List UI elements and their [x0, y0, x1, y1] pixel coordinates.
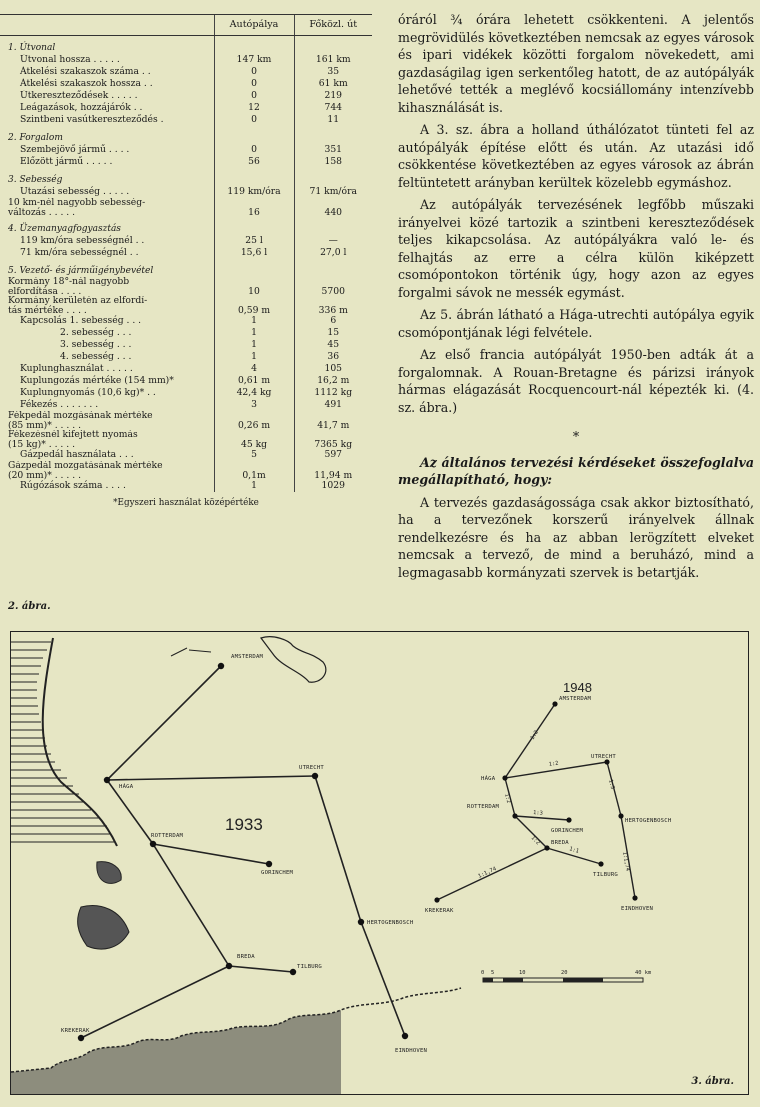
value-fokozl-ut: 16,2 m [294, 375, 372, 387]
row-label [0, 411, 214, 430]
value-fokozl-ut: 45 [294, 339, 372, 351]
label-1933-rotterdam: ROTTERDAM [151, 833, 184, 839]
labels-1933 [61, 654, 427, 1054]
value-fokozl-ut [294, 126, 372, 144]
node-1948-breda [544, 845, 549, 850]
label-1933-haga: HÁGA [119, 784, 134, 790]
node-1933-eindhoven [402, 1033, 408, 1039]
label-1933-tilburg: TILBURG [297, 964, 322, 970]
label-1933-hertogenbosch: HERTOGENBOSCH [367, 920, 414, 926]
table-section-row [0, 217, 372, 235]
row-label: Kapcsolás 1. sebesség . . . [20, 315, 142, 326]
ratio-rotterdam-gorinchem: 1:3 [532, 810, 544, 817]
table-row [0, 399, 372, 411]
label-1948-hertogenbosch: HERTOGENBOSCH [625, 818, 672, 824]
value-fokozl-ut [294, 259, 372, 277]
value-autopalya: 0 [214, 144, 294, 156]
table-row [0, 78, 372, 90]
value-autopalya: 25 l [214, 235, 294, 247]
network-1933 [81, 666, 405, 1038]
value-fokozl-ut [294, 168, 372, 186]
value-autopalya: 16 [214, 198, 294, 217]
row-label-line-1: Fékezésnél kifejtett nyomás [8, 430, 138, 440]
value-fokozl-ut: 27,0 l [294, 247, 372, 259]
road-1933-rotterdam-breda [153, 844, 229, 966]
value-fokozl-ut: 6 [294, 315, 372, 327]
table-row [0, 114, 372, 126]
scale-tick-20: 20 [561, 970, 568, 976]
row-label [0, 461, 214, 480]
table-row [0, 461, 372, 480]
table-row [0, 235, 372, 247]
sea-hatching [11, 642, 115, 842]
value-fokozl-ut: 161 km [294, 54, 372, 66]
value-fokozl-ut: 597 [294, 449, 372, 461]
scale-tick-40: 40 km [635, 970, 652, 976]
ratio-rotterdam-breda: 1:2 [529, 835, 541, 847]
label-1948-amsterdam: AMSTERDAM [559, 696, 592, 702]
row-label: Kuplunghasználat . . . . . [20, 363, 133, 374]
node-1933-haga [104, 777, 110, 783]
value-autopalya: 45 kg [214, 430, 294, 449]
table-section-row [0, 126, 372, 144]
row-label: 5. Vezető- és járműigénybevétel [8, 266, 154, 276]
belgian-border-land [11, 1010, 341, 1094]
header-autopalya: Autópálya [214, 15, 294, 36]
value-autopalya: 0 [214, 114, 294, 126]
value-autopalya [214, 168, 294, 186]
paragraph-2: A 3. sz. ábra a holland úthálózatot tünteti fel az autópályák építése előtt és után. Az utazási idő csökkentése következtében az egyes városok az ábrán feltüntetett arányban kerültek közelebb egymáshoz. [398, 122, 754, 190]
row-label [0, 430, 214, 449]
table-row [0, 375, 372, 387]
paragraph-6-summary: Az általános tervezési kérdéseket összefoglalva megállapítható, hogy: [398, 454, 754, 487]
value-fokozl-ut: 5700 [294, 277, 372, 296]
table-row [0, 449, 372, 461]
value-fokozl-ut: 105 [294, 363, 372, 375]
table-row [0, 363, 372, 375]
value-fokozl-ut: 41,7 m [294, 411, 372, 430]
row-label: 3. sebesség . . . [60, 339, 132, 350]
value-autopalya [214, 217, 294, 235]
row-label: Előzött jármű . . . . . [20, 156, 113, 167]
label-1933-amsterdam: AMSTERDAM [231, 654, 264, 660]
table-row [0, 156, 372, 168]
node-1933-utrecht [312, 773, 318, 779]
road-1948-utrecht-hertogenbosch [607, 762, 621, 816]
table-row [0, 480, 372, 492]
row-label: 2. Forgalom [8, 133, 63, 143]
node-1948-haga [502, 775, 507, 780]
node-1933-krekerak [78, 1035, 84, 1041]
value-autopalya: 12 [214, 102, 294, 114]
road-1933-haga-utrecht [107, 776, 315, 780]
delta-islands [78, 862, 129, 949]
road-1933-hertogenbosch-eindhoven [361, 922, 405, 1036]
value-fokozl-ut: 11 [294, 114, 372, 126]
scale-tick-5: 5 [491, 970, 495, 976]
value-fokozl-ut: 219 [294, 90, 372, 102]
value-autopalya: 147 km [214, 54, 294, 66]
label-1933-eindhoven: EINDHOVEN [395, 1048, 428, 1054]
value-fokozl-ut: 1112 kg [294, 387, 372, 399]
scale-bar [481, 970, 651, 982]
value-autopalya: 10 [214, 277, 294, 296]
value-autopalya: 4 [214, 363, 294, 375]
value-fokozl-ut: 351 [294, 144, 372, 156]
table-footnote: *Egyszeri használat középértéke [113, 498, 259, 508]
value-fokozl-ut: 36 [294, 351, 372, 363]
label-1933-utrecht: UTRECHT [299, 765, 324, 771]
value-autopalya: 0,26 m [214, 411, 294, 430]
table-row [0, 339, 372, 351]
row-label-line-2: változás . . . . . [8, 206, 76, 217]
value-fokozl-ut: 11,94 m [294, 461, 372, 480]
value-autopalya: 42,4 kg [214, 387, 294, 399]
node-1933-hertogenbosch [358, 919, 364, 925]
node-1933-breda [226, 963, 232, 969]
label-1948-krekerak: KREKERAK [425, 908, 454, 914]
table-row [0, 351, 372, 363]
ratio-haga-utrecht: 1:2 [548, 760, 559, 768]
row-label: Kuplungozás mértéke (154 mm)* [20, 375, 174, 386]
value-autopalya: 1 [214, 327, 294, 339]
section-divider-star: * [572, 429, 580, 444]
row-label: Utazási sebesség . . . . . [20, 186, 130, 197]
table-footnote-row [0, 492, 372, 509]
value-fokozl-ut [294, 217, 372, 235]
row-label: 119 km/óra sebességnél . . [20, 235, 145, 246]
road-1933-utrecht-hertogenbosch [315, 776, 361, 922]
row-label-line-1: 10 km-nél nagyobb sebesség- [8, 198, 146, 208]
ijsselmeer-coast [261, 637, 326, 683]
row-label: Útkereszteződések . . . . . [20, 90, 138, 101]
row-label-line-1: Kormány 18°-nál nagyobb [8, 277, 130, 287]
year-1948: 1948 [563, 680, 592, 695]
value-fokozl-ut: 744 [294, 102, 372, 114]
row-label-line-2: elfordítása . . . . [8, 285, 82, 296]
node-1948-eindhoven [632, 895, 637, 900]
table-header-row [0, 15, 372, 36]
label-1933-gorinchem: GORINCHEM [261, 870, 294, 876]
row-label: 71 km/óra sebességnél . . [20, 247, 139, 258]
value-autopalya: 1 [214, 480, 294, 492]
road-1933-breda-krekerak [81, 966, 229, 1038]
ratio-haga-amsterdam: 1:2 [529, 729, 540, 742]
label-1948-eindhoven: EINDHOVEN [621, 906, 654, 912]
value-fokozl-ut: 35 [294, 66, 372, 78]
row-label: Átkelési szakaszok száma . . [20, 66, 151, 77]
row-label: Átkelési szakaszok hossza . . [20, 78, 153, 89]
paragraph-4: Az 5. ábrán látható a Hága-utrechti autópálya egyik csomópontjának légi felvétele. [398, 307, 754, 340]
table-row [0, 315, 372, 327]
ratio-utrecht-hertogenbosch: 1:3 [607, 778, 616, 790]
node-1948-hertogenbosch [618, 813, 623, 818]
value-autopalya: 1 [214, 339, 294, 351]
table-row [0, 296, 372, 315]
node-1948-amsterdam [552, 701, 557, 706]
value-fokozl-ut: 7365 kg [294, 430, 372, 449]
table-row [0, 102, 372, 114]
label-1933-breda: BREDA [237, 954, 255, 960]
nodes-1933 [78, 663, 408, 1041]
label-1948-gorinchem: GORINCHEM [551, 828, 584, 834]
table-row [0, 198, 372, 217]
row-label: 4. Üzemanyagfogyasztás [8, 224, 121, 234]
row-label [0, 296, 214, 315]
ratio-hertogenbosch-eindhoven: 1:1,74 [621, 851, 631, 872]
value-fokozl-ut: 336 m [294, 296, 372, 315]
road-1948-rotterdam-breda [515, 816, 547, 848]
ratio-breda-krekerak: 1:1,74 [477, 866, 498, 880]
table-section-row [0, 168, 372, 186]
table-row [0, 387, 372, 399]
row-label-line-2: (15 kg)* . . . . . [8, 438, 76, 449]
comparison-table [0, 14, 372, 509]
node-1948-utrecht [604, 759, 609, 764]
table-row [0, 66, 372, 78]
node-1948-tilburg [598, 861, 603, 866]
row-label: Szintbeni vasútkereszteződés . [20, 114, 164, 125]
value-fokozl-ut: 491 [294, 399, 372, 411]
value-fokozl-ut: 158 [294, 156, 372, 168]
table-row [0, 327, 372, 339]
value-autopalya: 15,6 l [214, 247, 294, 259]
road-1933-rotterdam-gorinchem [153, 844, 269, 864]
header-fokozl-ut: Főközl. út [294, 15, 372, 36]
row-label-line-2: (85 mm)* . . . . . [8, 419, 82, 430]
paragraph-3: Az autópályák tervezésének legfőbb műszaki irányelvei közé tartozik a szintbeni kereszteződések teljes kikapcsolása. Az autópályákra való le- és felhajtás az erre a célra külön kiképzett csomópontokon történik úgy, hogy azon az egyes forgalmi sávok ne messék egymást. [398, 197, 754, 300]
row-label: 2. sebesség . . . [60, 327, 132, 338]
label-1933-krekerak: KREKERAK [61, 1028, 90, 1034]
value-autopalya: 0,1m [214, 461, 294, 480]
row-label: Útvonal hossza . . . . . [20, 54, 120, 65]
row-label: 1. Útvonal [8, 43, 56, 53]
value-fokozl-ut: 440 [294, 198, 372, 217]
paragraph-7: A tervezés gazdaságossága csak akkor biztosítható, ha a tervezőnek korszerű irányelvek állnak rendelkezésre és ha az abban lerögzített elveket nemcsak a tervező, de mind a beruházó, mind a legmagasabb kormányzati szervek is betartják. [398, 494, 754, 580]
value-autopalya [214, 126, 294, 144]
table-header-empty [0, 15, 214, 36]
paragraph-5: Az első francia autópályát 1950-ben adták át a forgalomnak. A Rouan-Bretagne és párizsi irányok hármas elágazását Rocquencourt-nál képezték ki. (4. sz. ábra.) [398, 347, 754, 415]
node-1933-amsterdam [218, 663, 224, 669]
row-label-line-2: tás mértéke . . . . [8, 304, 87, 315]
node-1948-krekerak [434, 897, 439, 902]
row-label: 4. sebesség . . . [60, 351, 132, 362]
row-label-line-1: Gázpedál mozgatásának mértéke [8, 461, 163, 471]
value-autopalya: 0 [214, 78, 294, 90]
table-row [0, 430, 372, 449]
scale-tick-10: 10 [519, 970, 526, 976]
value-fokozl-ut: 61 km [294, 78, 372, 90]
value-fokozl-ut: 1029 [294, 480, 372, 492]
node-1933-rotterdam [150, 841, 156, 847]
road-1933-haga-amsterdam [107, 666, 221, 780]
ratio-breda-tilburg: 1:1 [568, 846, 580, 855]
value-autopalya: 0,59 m [214, 296, 294, 315]
amsterdam-area-coast [171, 648, 211, 656]
value-autopalya: 119 km/óra [214, 186, 294, 198]
row-label [0, 198, 214, 217]
row-label: 3. Sebesség [8, 175, 63, 185]
value-fokozl-ut: — [294, 235, 372, 247]
article-text [398, 11, 754, 586]
row-label-line-1: Kormány kerületén az elfordí- [8, 296, 148, 306]
table-row [0, 54, 372, 66]
row-label: Fékezés . . . . . . . [20, 399, 99, 410]
coastline [43, 638, 117, 846]
table-section-row [0, 259, 372, 277]
ratio-haga-rotterdam: 1:2 [503, 792, 512, 804]
value-autopalya: 0,61 m [214, 375, 294, 387]
value-fokozl-ut: 71 km/óra [294, 186, 372, 198]
value-autopalya [214, 259, 294, 277]
label-1948-breda: BREDA [551, 840, 569, 846]
map-svg [11, 632, 748, 1094]
table-row [0, 411, 372, 430]
table-row [0, 277, 372, 296]
value-autopalya: 3 [214, 399, 294, 411]
row-label-line-1: Fékpedál mozgásának mértéke [8, 411, 153, 421]
scale-tick-0: 0 [481, 970, 485, 976]
value-autopalya [214, 36, 294, 55]
row-label: Leágazások, hozzájárók . . [20, 102, 143, 113]
row-label: Rúgózások száma . . . . [20, 480, 126, 491]
table-row [0, 186, 372, 198]
value-fokozl-ut: 15 [294, 327, 372, 339]
value-fokozl-ut [294, 36, 372, 55]
row-label: Gázpedál használata . . . [20, 449, 134, 460]
node-1933-gorinchem [266, 861, 272, 867]
value-autopalya: 56 [214, 156, 294, 168]
label-1948-utrecht: UTRECHT [591, 754, 616, 760]
figure-2-caption: 2. ábra. [8, 601, 51, 612]
table-row [0, 247, 372, 259]
value-autopalya: 5 [214, 449, 294, 461]
road-network-map [10, 631, 749, 1095]
table-row [0, 144, 372, 156]
label-1948-rotterdam: ROTTERDAM [467, 804, 500, 810]
node-1933-tilburg [290, 969, 296, 975]
value-autopalya: 1 [214, 351, 294, 363]
label-1948-haga: HÁGA [481, 776, 496, 782]
year-1933: 1933 [225, 815, 263, 834]
row-label [0, 277, 214, 296]
road-1933-breda-tilburg [229, 966, 293, 972]
figure-3-caption: 3. ábra. [691, 1076, 734, 1087]
value-autopalya: 0 [214, 90, 294, 102]
label-1948-tilburg: TILBURG [593, 872, 618, 878]
row-label: Szembejövő jármű . . . . [20, 144, 130, 155]
value-autopalya: 0 [214, 66, 294, 78]
road-1948-haga-amsterdam [505, 704, 555, 778]
table-section-row [0, 36, 372, 55]
row-label: Kuplungnyomás (10,6 kg)* . . [20, 387, 156, 398]
node-1948-rotterdam [512, 813, 517, 818]
node-1948-gorinchem [566, 817, 571, 822]
table-row [0, 90, 372, 102]
paragraph-1: óráról ¾ órára lehetett csökkenteni. A jelentős megrövidülés következtében nemcsak az egyes városok és ipari vidékek közötti forgalom növekedett, ami gazdaságilag igen serkentőleg hatott, de az autópályák lehetővé tették a meglévő kocsiállomány intenzívebb kihasználását is. [398, 12, 754, 115]
value-autopalya: 1 [214, 315, 294, 327]
row-label-line-2: (20 mm)* . . . . . [8, 469, 82, 480]
